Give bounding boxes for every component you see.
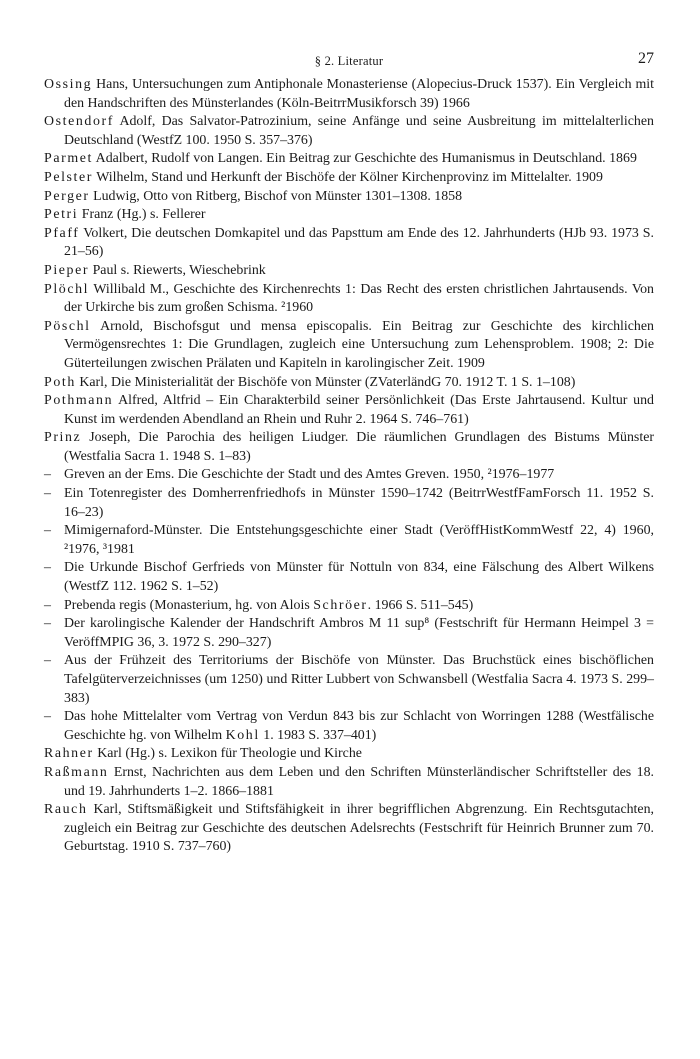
entry-dash: – [44, 616, 51, 632]
page-number: 27 [638, 50, 654, 67]
entry-author: Rauch [44, 802, 88, 818]
entry-author: Parmet [44, 151, 93, 167]
entry-text: Ernst, Nachrichten aus dem Leben und den Schriften Münsterländischer Schriftsteller des 18. und 19. Jahrhunderts 1–2. 1866–1881 [64, 764, 654, 799]
bibliography-entry [44, 281, 654, 318]
bibliography-entry [44, 522, 654, 559]
bibliography-entry [44, 615, 654, 652]
entry-text: Franz (Hg.) s. Fellerer [78, 207, 206, 223]
bibliography-entry [44, 466, 654, 485]
entry-text: Aus der Frühzeit des Territoriums der Bischöfe von Münster. Das Bruchstück eines bischöflichen Tafelgüterverzeichnisses (um 1250) und Ritter Lubbert von Schwansbell (Westfalia Sacra 4. 1973 S. 299–383) [64, 653, 654, 706]
entry-text: Prebenda regis (Monasterium, hg. von Alois [64, 597, 314, 613]
bibliography-entry [44, 113, 654, 150]
entry-text: Karl, Stiftsmäßigkeit und Stiftsfähigkeit in ihrer begrifflichen Abgrenzung. Ein Rechtsgutachten, zugleich ein Beitrag zur Geschichte des deutschen Adelsrechts (Festschrift für Heinrich Brunner zum 70. Geburtstag. 1910 S. 737–760) [64, 802, 654, 855]
entry-text: Paul s. Riewerts, Wieschebrink [89, 262, 266, 278]
entry-author: Raßmann [44, 764, 109, 780]
entry-author: Rahner [44, 746, 94, 762]
bibliography-entry [44, 652, 654, 708]
bibliography-entry [44, 188, 654, 207]
entry-dash: – [44, 467, 51, 483]
entry-text: Hans, Untersuchungen zum Antiphonale Monasteriense (Alopecius-Druck 1537). Ein Vergleich mit den Handschriften des Münsterlandes (Köln-BeitrrMusikforsch 39) 1966 [64, 77, 654, 111]
entry-author: Ostendorf [44, 114, 114, 130]
bibliography-entry [44, 374, 654, 393]
entry-dash: – [44, 653, 51, 669]
entry-text: Adolf, Das Salvator-Patrozinium, seine Anfänge und seine Ausbreitung im mittelalterlichen Deutschland (WestfZ 100. 1950 S. 357–376) [64, 114, 654, 148]
bibliography-entry [44, 262, 654, 281]
bibliography-entry [44, 708, 654, 745]
entry-dash: – [44, 486, 51, 502]
bibliography-entry [44, 150, 654, 169]
bibliography-entry [44, 597, 654, 616]
entry-editor-name: Kohl [225, 727, 260, 743]
bibliography-entry [44, 485, 654, 522]
entry-text: Joseph, Die Parochia des heiligen Liudger. Die räumlichen Grundlagen des Bistums Münster (Westfalia Sacra 1. 1948 S. 1–83) [64, 430, 654, 464]
entry-text: Wilhelm, Stand und Herkunft der Bischöfe der Kölner Kirchenprovinz im Mittelalter. 1909 [93, 169, 603, 185]
entry-text: Ludwig, Otto von Ritberg, Bischof von Münster 1301–1308. 1858 [89, 188, 463, 204]
bibliography-entry [44, 206, 654, 225]
entry-author: Pöschl [44, 318, 91, 334]
section-title: § 2. Literatur [314, 54, 384, 68]
bibliography-entry [44, 801, 654, 857]
entry-author: Pieper [44, 262, 90, 278]
entry-text: Karl (Hg.) s. Lexikon für Theologie und Kirche [93, 746, 362, 762]
bibliography-entry [44, 559, 654, 596]
entry-text: Die Urkunde Bischof Gerfrieds von Münster für Nottuln von 834, eine Fälschung des Albert Wilkens (WestfZ 112. 1962 S. 1–52) [64, 560, 654, 595]
entry-text: Der karolingische Kalender der Handschrift Ambros M 11 sup⁸ (Festschrift für Hermann Heimpel 3 = VeröffMPIG 36, 3. 1972 S. 290–327) [64, 616, 654, 650]
entry-author: Petri [44, 207, 79, 223]
entry-text: Adalbert, Rudolf von Langen. Ein Beitrag zur Geschichte des Humanismus in Deutschland. 1869 [92, 151, 637, 167]
entry-text: 1. 1983 S. 337–401) [259, 727, 377, 743]
entry-author: Poth [44, 374, 76, 390]
entry-text: Mimigernaford-Münster. Die Entstehungsgeschichte einer Stadt (VeröffHistKommWestf 22, 4) 1960, ²1976, ³1981 [64, 523, 654, 557]
bibliography-entry [44, 392, 654, 429]
entry-author: Ossing [44, 77, 93, 92]
entry-dash: – [44, 597, 51, 613]
entry-author: Prinz [44, 430, 82, 446]
entry-editor-name: Schröer [313, 597, 368, 613]
entry-dash: – [44, 709, 51, 725]
entry-dash: – [44, 523, 51, 539]
entry-author: Plöchl [44, 281, 90, 297]
entry-author: Perger [44, 188, 90, 204]
entry-text: Arnold, Bischofsgut und mensa episcopalis. Ein Beitrag zur Geschichte des kirchlichen Vermögensrechtes 1: Die Grundlagen, zugleich eine Untersuchung zum Lehensproblem. 1908; 2: Die Güterteilungen zwischen Prälaten und Kapiteln in karolingischer Zeit. 1909 [64, 318, 654, 371]
bibliography-entry [44, 76, 654, 113]
bibliography-list [44, 76, 654, 857]
bibliography-entry [44, 764, 654, 801]
entry-text: Greven an der Ems. Die Geschichte der Stadt und des Amtes Greven. 1950, ²1976–1977 [64, 467, 555, 483]
bibliography-entry [44, 318, 654, 374]
entry-author: Pothmann [44, 393, 114, 409]
entry-author: Pelster [44, 169, 94, 185]
entry-text: Karl, Die Ministerialität der Bischöfe von Münster (ZVaterländG 70. 1912 T. 1 S. 1–108) [75, 374, 576, 390]
entry-text: . 1966 S. 511–545) [367, 597, 474, 613]
entry-text: Alfred, Altfrid – Ein Charakterbild seiner Persönlichkeit (Das Erste Jahrtausend. Kultur und Kunst im werdenden Abendland an Rhein und Ruhr 2. 1964 S. 746–761) [64, 393, 654, 427]
bibliography-entry [44, 429, 654, 466]
running-head [44, 50, 654, 72]
entry-author: Pfaff [44, 225, 80, 241]
entry-text: Ein Totenregister des Domherrenfriedhofs in Münster 1590–1742 (BeitrrWestfFamForsch 11. 1952 S. 16–23) [64, 486, 654, 520]
entry-text: Das hohe Mittelalter vom Vertrag von Verdun 843 bis zur Schlacht von Worringen 1288 (Westfälische Geschichte hg. von Wilhelm [64, 709, 654, 743]
entry-text: Volkert, Die deutschen Domkapitel und das Papsttum am Ende des 12. Jahrhunderts (HJb 93. 1973 S. 21–56) [64, 225, 654, 260]
bibliography-entry [44, 225, 654, 262]
entry-dash: – [44, 560, 51, 576]
bibliography-entry [44, 745, 654, 764]
entry-text: Willibald M., Geschichte des Kirchenrechts 1: Das Recht des ersten christlichen Jahrtausends. Von der Urkirche bis zum großen Schisma. ²1960 [64, 281, 654, 316]
bibliography-entry [44, 169, 654, 188]
